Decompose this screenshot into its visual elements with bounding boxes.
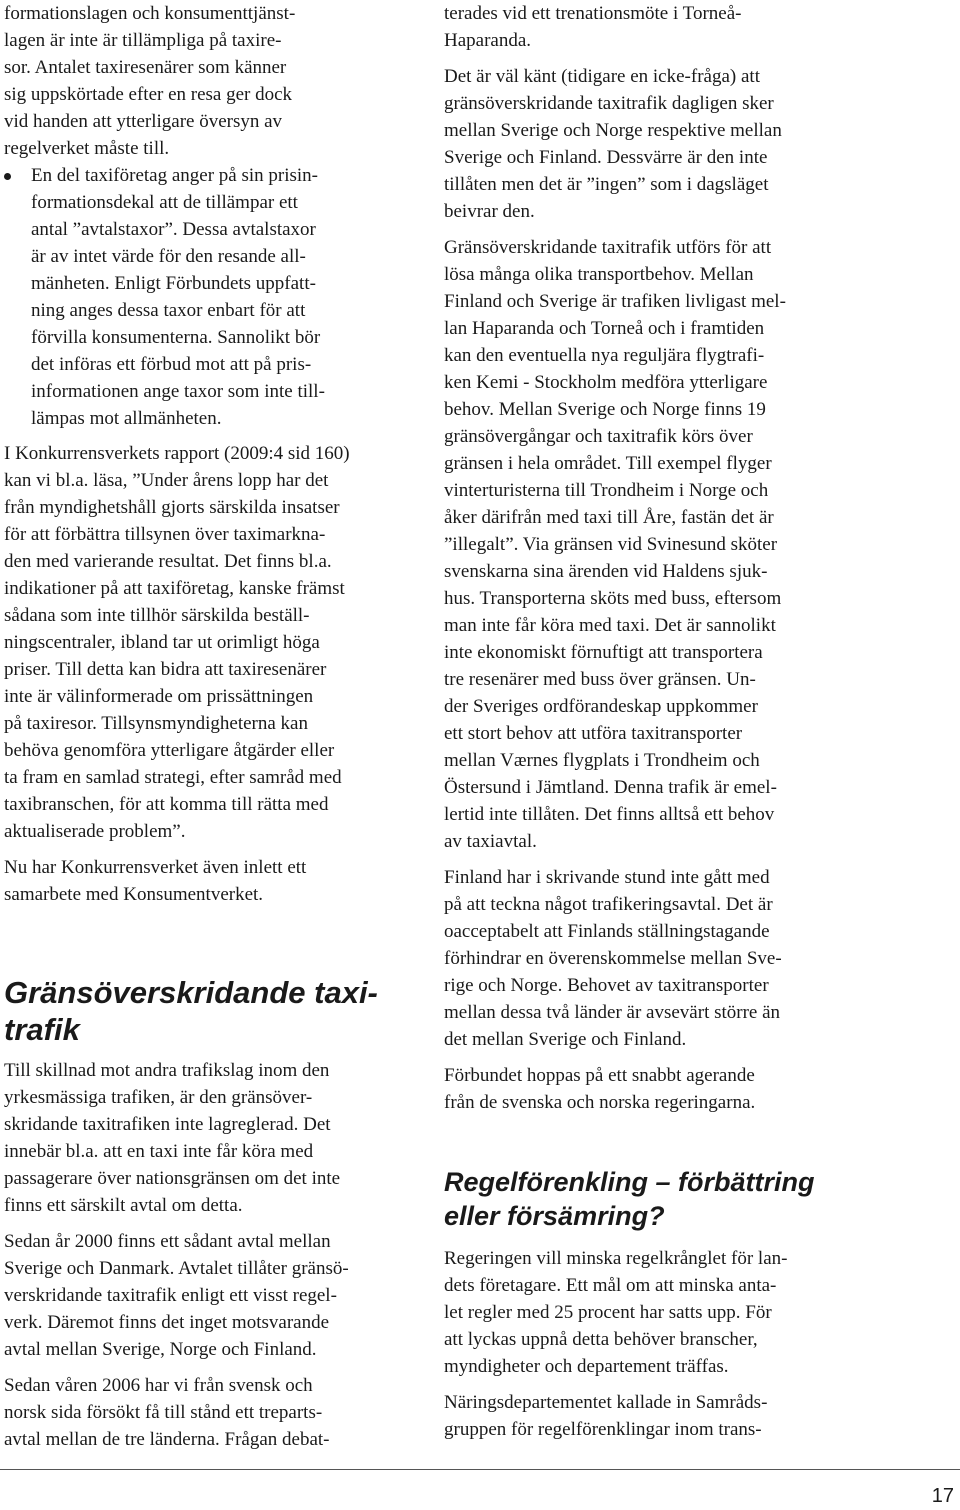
text-line: eller försämring?: [444, 1201, 665, 1231]
text-line: aktualiserade problem”.: [4, 821, 186, 842]
bullet-icon: [4, 173, 11, 180]
ministry-paragraph: [444, 1389, 852, 1443]
government-paragraph: [444, 1245, 852, 1380]
text-line: I Konkurrensverkets rapport (2009:4 sid 160): [4, 443, 350, 464]
finland-paragraph: [444, 864, 852, 1053]
text-line: Sedan våren 2006 har vi från svensk och: [4, 1375, 313, 1396]
text-line: Nu har Konkurrensverket även inlett ett: [4, 857, 307, 878]
text-line: Haparanda.: [444, 30, 532, 51]
section-heading-simplification: [444, 1165, 854, 1233]
text-line: innebär bl.a. att en taxi inte får köra med: [4, 1141, 314, 1162]
text-line: mänheten. Enligt Förbundets uppfatt-: [31, 273, 316, 294]
text-line: ”illegalt”. Via gränsen vid Svinesund sköter: [444, 534, 778, 555]
text-line: av taxiavtal.: [444, 831, 537, 852]
text-line: tillåten men det är ”ingen” som i dagsläget: [444, 174, 769, 195]
text-line: Regelförenkling – förbättring: [444, 1167, 815, 1197]
text-line: lan Haparanda och Torneå och i framtiden: [444, 318, 765, 339]
cross-border-paragraph-2: [4, 1228, 408, 1363]
text-line: lösa många olika transportbehov. Mellan: [444, 264, 754, 285]
text-line: Förbundet hoppas på ett snabbt agerande: [444, 1065, 755, 1086]
text-line: gränsen i hela området. Till exempel flyger: [444, 453, 772, 474]
text-line: der Sveriges ordförandeskap uppkommer: [444, 696, 758, 717]
text-line: är av intet värde för den resande all-: [31, 246, 306, 267]
text-line: informationen ange taxor som inte till-: [31, 381, 325, 402]
text-line: regelverket måste till.: [4, 138, 170, 159]
text-line: Östersund i Jämtland. Denna trafik är emel-: [444, 777, 777, 798]
text-line: samarbete med Konsumentverket.: [4, 884, 264, 905]
text-line: lertid inte tillåten. Det finns alltså ett behov: [444, 804, 775, 825]
text-line: kan vi bl.a. läsa, ”Under årens lopp har det: [4, 470, 329, 491]
text-line: norsk sida försökt få till stånd ett treparts-: [4, 1402, 323, 1423]
text-line: indikationer på att taxiföretag, kanske främst: [4, 578, 345, 599]
text-line: trafik: [4, 1012, 80, 1047]
text-line: lagen är inte är tillämpliga på taxire-: [4, 30, 282, 51]
text-line: myndigheter och departement träffas.: [444, 1356, 729, 1377]
text-line: Gränsöverskridande taxi-: [4, 975, 378, 1010]
cross-border-paragraph-1: [4, 1057, 408, 1219]
text-line: tre resenärer med buss över gränsen. Un-: [444, 669, 756, 690]
text-line: avtal mellan Sverige, Norge och Finland.: [4, 1339, 317, 1360]
text-line: att lyckas uppnå detta behöver branscher,: [444, 1329, 758, 1350]
text-line: på att teckna något trafikeringsavtal. Det är: [444, 894, 773, 915]
text-line: kan den eventuella nya reguljära flygtrafi-: [444, 345, 765, 366]
text-line: den med varierande resultat. Det finns bl.a.: [4, 551, 332, 572]
text-line: det införas ett förbud mot att på pris-: [31, 354, 312, 375]
text-line: Näringsdepartementet kallade in Samråds-: [444, 1392, 768, 1413]
text-line: ett stort behov att utföra taxitransporter: [444, 723, 743, 744]
text-line: Gränsöverskridande taxitrafik utförs för att: [444, 237, 772, 258]
right-column-section: [444, 1245, 852, 1443]
text-line: ningscentraler, ibland tar ut orimligt höga: [4, 632, 320, 653]
text-line: inte är välinformerade om prissättningen: [4, 686, 314, 707]
report-quote-paragraph: [4, 440, 408, 845]
text-line: gränsöverskridande taxitrafik dagligen sker: [444, 93, 774, 114]
text-line: ning anges dessa taxor enbart för att: [31, 300, 306, 321]
text-line: avtal mellan de tre länderna. Frågan debat-: [4, 1429, 330, 1450]
text-line: hus. Transporterna sköts med buss, eftersom: [444, 588, 782, 609]
cooperation-paragraph: [4, 854, 408, 908]
right-column: [444, 0, 852, 1116]
text-line: Till skillnad mot andra trafikslag inom den: [4, 1060, 330, 1081]
bullet-item: [4, 162, 408, 432]
left-column-section: [4, 1057, 408, 1453]
text-line: inte ekonomiskt förnuftigt att transportera: [444, 642, 763, 663]
text-line: yrkesmässiga trafiken, är den gränsöver-: [4, 1087, 313, 1108]
text-line: rige och Norge. Behovet av taxitransporter: [444, 975, 769, 996]
text-line: beivrar den.: [444, 201, 535, 222]
continuation-paragraph: [444, 0, 852, 54]
text-line: ken Kemi - Stockholm medföra ytterligare: [444, 372, 768, 393]
text-line: mellan Værnes flygplats i Trondheim och: [444, 750, 760, 771]
well-known-paragraph: [444, 63, 852, 225]
text-line: Sedan år 2000 finns ett sådant avtal mellan: [4, 1231, 331, 1252]
text-line: åker därifrån med taxi till Åre, fastän det är: [444, 507, 774, 528]
text-line: passagerare över nationsgränsen om det inte: [4, 1168, 341, 1189]
text-line: sådana som inte tillhör särskilda beställ-: [4, 605, 310, 626]
text-line: Det är väl känt (tidigare en icke-fråga) att: [444, 66, 760, 87]
text-line: svenskarna sina ärenden vid Haldens sjuk-: [444, 561, 768, 582]
text-line: dets företagare. Ett mål om att minska anta-: [444, 1275, 777, 1296]
text-line: från de svenska och norska regeringarna.: [444, 1092, 756, 1113]
text-line: formationslagen och konsumenttjänst-: [4, 3, 296, 24]
text-line: skridande taxitrafiken inte lagreglerad. Det: [4, 1114, 331, 1135]
text-line: förvilla konsumenterna. Sannolikt bör: [31, 327, 321, 348]
text-line: oacceptabelt att Finlands ställningstagande: [444, 921, 770, 942]
text-line: priser. Till detta kan bidra att taxiresenärer: [4, 659, 327, 680]
text-line: mellan dessa två länder är avsevärt större än: [444, 1002, 781, 1023]
text-line: terades vid ett trenationsmöte i Torneå-: [444, 3, 742, 24]
text-line: Sverige och Finland. Dessvärre är den inte: [444, 147, 768, 168]
text-line: gruppen för regelförenklingar inom trans-: [444, 1419, 762, 1440]
bullet-text: [31, 162, 408, 432]
text-line: sig uppskörtade efter en resa ger dock: [4, 84, 293, 105]
footer-divider: [0, 1469, 960, 1470]
section-heading-cross-border: [4, 974, 404, 1048]
text-line: från myndighetshåll gjorts särskilda insatser: [4, 497, 340, 518]
text-line: Sverige och Danmark. Avtalet tillåter gränsö-: [4, 1258, 349, 1279]
text-line: förhindrar en överenskommelse mellan Sve-: [444, 948, 782, 969]
cross-border-paragraph-3: [4, 1372, 408, 1453]
text-line: formationsdekal att de tillämpar ett: [31, 192, 298, 213]
text-line: Regeringen vill minska regelkrånglet för lan-: [444, 1248, 788, 1269]
left-column: [4, 0, 408, 908]
intro-paragraph: [4, 0, 408, 162]
text-line: man inte får köra med taxi. Det är sannolikt: [444, 615, 776, 636]
text-line: på taxiresor. Tillsynsmyndigheterna kan: [4, 713, 308, 734]
text-line: antal ”avtalstaxor”. Dessa avtalstaxor: [31, 219, 316, 240]
text-line: vid handen att ytterligare översyn av: [4, 111, 283, 132]
text-line: finns ett särskilt avtal om detta.: [4, 1195, 243, 1216]
text-line: sor. Antalet taxiresenärer som känner: [4, 57, 287, 78]
text-line: gränsövergångar och taxitrafik körs över: [444, 426, 753, 447]
text-line: lämpas mot allmänheten.: [31, 408, 222, 429]
text-line: Finland har i skrivande stund inte gått med: [444, 867, 770, 888]
text-line: Finland och Sverige är trafiken livligast mel-: [444, 291, 786, 312]
page-number: 17: [931, 1485, 954, 1507]
text-line: för att förbättra tillsynen över taximarkna-: [4, 524, 326, 545]
text-line: verskridande taxitrafik enligt ett visst regel-: [4, 1285, 337, 1306]
text-line: ta fram en samlad strategi, efter samråd med: [4, 767, 342, 788]
transport-needs-paragraph: [444, 234, 852, 855]
text-line: taxibranschen, för att komma till rätta med: [4, 794, 329, 815]
text-line: behov. Mellan Sverige och Norge finns 19: [444, 399, 766, 420]
text-line: behöva genomföra ytterligare åtgärder eller: [4, 740, 335, 761]
text-line: verk. Däremot finns det inget motsvarande: [4, 1312, 330, 1333]
hope-paragraph: [444, 1062, 852, 1116]
text-line: En del taxiföretag anger på sin prisin-: [31, 165, 319, 186]
text-line: mellan Sverige och Norge respektive mellan: [444, 120, 782, 141]
text-line: vinterturisterna till Trondheim i Norge och: [444, 480, 769, 501]
text-line: det mellan Sverige och Finland.: [444, 1029, 687, 1050]
text-line: let regler med 25 procent har satts upp. För: [444, 1302, 772, 1323]
